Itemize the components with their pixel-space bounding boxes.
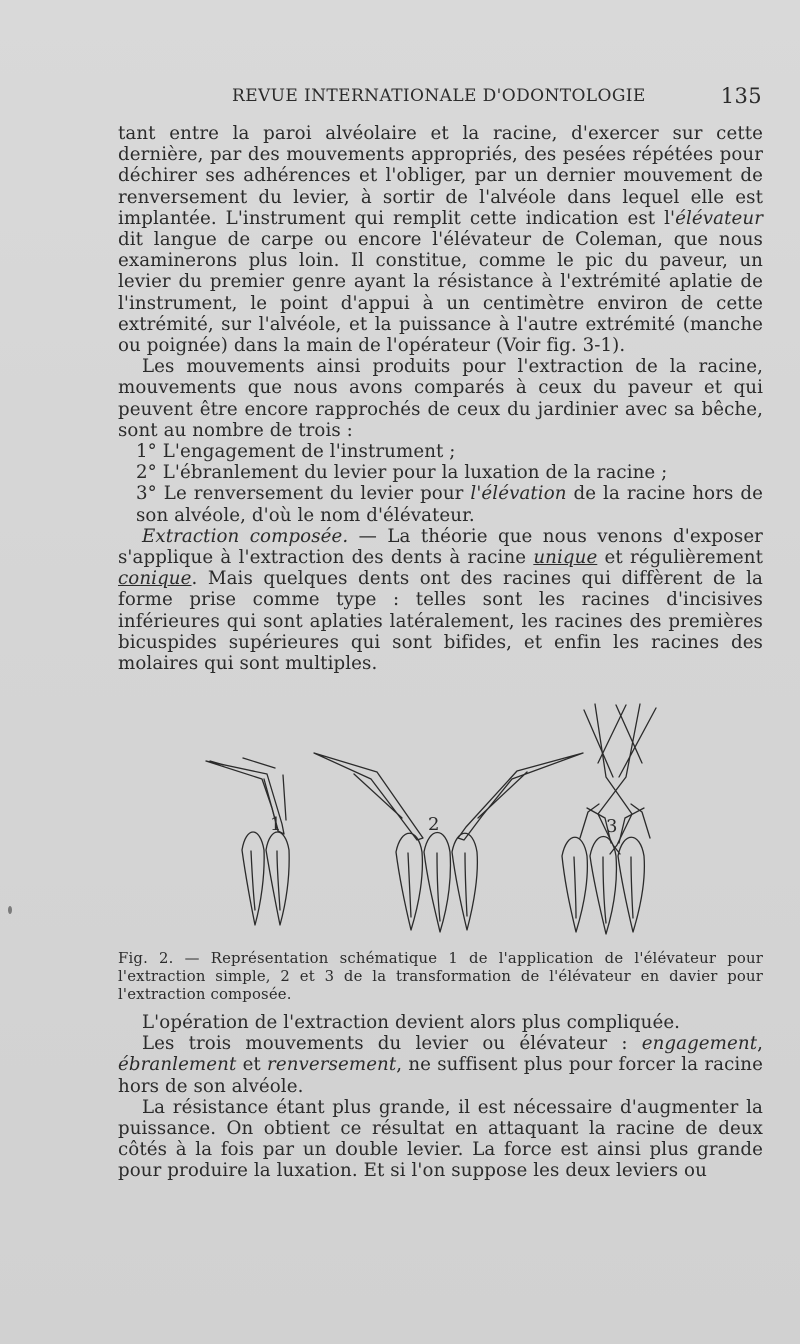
page-header <box>232 86 762 114</box>
paragraph-3 <box>118 526 763 674</box>
paragraph-1-italic: élévateur <box>675 207 763 229</box>
list-item-3-text-b: de la racine hors de son alvéole, d'où le nom d'élévateur. <box>136 483 763 526</box>
main-text-top <box>118 123 763 674</box>
paragraph-3-text-c: . Mais quelques dents ont des racines qui diffèrent de la forme prise comme type : telles sont les racines d'incisives inférieures qui sont aplaties latéralement, les racines des premières bicuspides supérieures qui sont bifides, et enfin les racines des molaires qui sont multiples. <box>118 568 763 675</box>
figure-label-1: 1 <box>270 814 282 835</box>
main-text-bottom <box>118 1012 763 1182</box>
paragraph-1-text-a: tant entre la paroi alvéolaire et la racine, d'exercer sur cette dernière, par des mouvements appropriés, des pesées répétées pour déchirer ses adhérences et l'obliger, par un dernier mouvement de renversement du levier, à sortir de l'alvéole dans lequel elle est implantée. L'instrument qui remplit cette indication est l' <box>118 123 763 229</box>
paragraph-3-italic-conique: conique <box>118 568 192 590</box>
paragraph-5 <box>118 1033 763 1097</box>
section-heading-extraction-composee: Extraction composée. <box>142 525 349 547</box>
paragraph-5-text-c: et <box>236 1054 268 1076</box>
page-number: 135 <box>720 84 762 108</box>
figure-2 <box>188 700 708 950</box>
list-item-2: 2° L'ébranlement du levier pour la luxation de la racine ; <box>136 462 668 484</box>
running-head: REVUE INTERNATIONALE D'ODONTOLOGIE <box>232 86 646 106</box>
paragraph-1-text-b: dit langue de carpe ou encore l'élévateur de Coleman, que nous examinerons plus loin. Il constitue, comme le pic du paveur, un levier du premier genre ayant la résistance à l'extrémité aplatie de l'instrument, le point d'appui à un centimètre environ de cette extrémité, sur l'alvéole, et la puissance à l'autre extrémité (manche ou poignée) dans la main de l'opérateur (Voir fig. 3-1). <box>118 229 763 357</box>
paragraph-5-text-b: , <box>757 1033 763 1055</box>
list-item-3-italic: l'élévation <box>470 483 567 505</box>
paragraph-5-text-a: Les trois mouvements du levier ou élévateur : <box>142 1033 642 1055</box>
paragraph-4: L'opération de l'extraction devient alors plus compliquée. <box>142 1012 681 1033</box>
dental-elevator-illustration <box>188 700 708 950</box>
figure-label-3: 3 <box>606 816 618 837</box>
figure-panel-1 <box>206 758 289 925</box>
paragraph-5-text-d: , ne suffisent plus pour forcer la racine hors de son alvéole. <box>118 1054 763 1097</box>
paragraph-3-text-a: — La théorie que nous venons d'exposer s'applique à l'extraction des dents à racine <box>118 525 763 569</box>
paragraph-6: La résistance étant plus grande, il est nécessaire d'augmenter la puissance. On obtient ce résultat en attaquant la racine de deux côtés à la fois par un double levier. La force est ainsi plus grande pour produire la luxation. Et si l'on suppose les deux leviers ou <box>118 1096 763 1182</box>
page-mark <box>8 906 12 914</box>
list-item-1: 1° L'engagement de l'instrument ; <box>136 441 456 463</box>
figure-caption: Fig. 2. — Représentation schématique 1 de l'application de l'élévateur pour l'extraction simple, 2 et 3 de la transformation de l'élévateur en davier pour l'extraction composée. <box>118 950 763 1003</box>
figure-label-2: 2 <box>428 814 440 835</box>
paragraph-1 <box>118 123 763 356</box>
paragraph-2: Les mouvements ainsi produits pour l'extraction de la racine, mouvements que nous avons comparés à ceux du paveur et qui peuvent être encore rapprochés de ceux du jardinier avec sa bêche, sont au nombre de trois : <box>118 356 763 441</box>
paragraph-5-italic-ebranlement: ébranlement <box>118 1054 237 1076</box>
paragraph-3-italic-unique: unique <box>533 547 598 569</box>
paragraph-3-text-b: et régulièrement <box>597 547 763 569</box>
paragraph-5-italic-engagement: engagement <box>641 1033 758 1055</box>
figure-panel-2 <box>314 753 583 932</box>
list-item-3-text-a: 3° Le renversement du levier pour <box>136 483 471 505</box>
paragraph-5-italic-renversement: renversement <box>267 1054 397 1076</box>
list-item-3 <box>118 483 763 525</box>
